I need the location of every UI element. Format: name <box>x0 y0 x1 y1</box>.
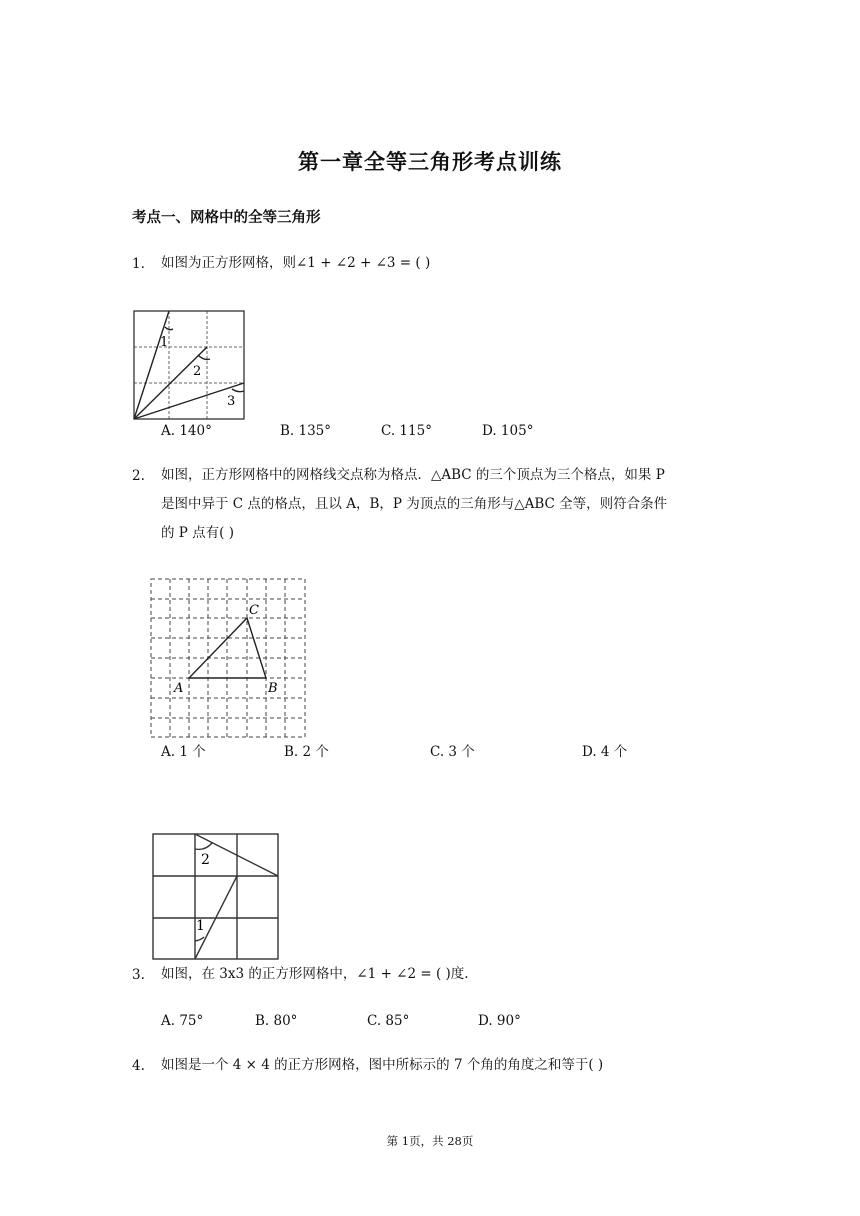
question-1-text: 如图为正方形网格，则∠1 + ∠2 + ∠3 = ( ) <box>161 255 431 271</box>
question-4-text: 如图是一个 4 × 4 的正方形网格，图中所标示的 7 个角的角度之和等于( ) <box>161 1057 604 1073</box>
question-2-option-b[interactable]: B. 2 个 <box>284 744 329 760</box>
question-1-number: 1. <box>132 256 145 272</box>
question-3-number: 3. <box>132 967 145 983</box>
question-2-option-a[interactable]: A. 1 个 <box>161 744 206 760</box>
vertex-b-label: B <box>268 681 278 696</box>
question-2-figure <box>150 578 306 738</box>
question-1-figure <box>132 309 246 421</box>
question-3-text: 如图，在 3x3 的正方形网格中，∠1 + ∠2 = ( )度. <box>161 966 469 982</box>
angle-1-label: 1 <box>196 918 205 934</box>
question-3-option-d[interactable]: D. 90° <box>478 1013 521 1029</box>
question-2-text-line-1: 如图，正方形网格中的网格线交点称为格点．△ABC 的三个顶点为三个格点，如果 P <box>161 467 665 483</box>
section-heading: 考点一、网格中的全等三角形 <box>132 210 321 226</box>
question-2-text-line-2: 是图中异于 C 点的格点，且以 A，B，P 为顶点的三角形与△ABC 全等，则符合条件 <box>161 496 668 512</box>
question-1-option-d[interactable]: D. 105° <box>482 423 534 439</box>
question-3-figure <box>150 831 280 961</box>
question-2-number: 2. <box>132 468 145 484</box>
angle-2-label: 2 <box>201 852 210 868</box>
question-2-option-d[interactable]: D. 4 个 <box>582 744 628 760</box>
question-2-text-line-3: 的 P 点有( ) <box>161 525 234 541</box>
vertex-c-label: C <box>249 603 259 618</box>
angle-1-label: 1 <box>160 335 169 350</box>
angle-2-label: 2 <box>193 364 202 379</box>
angle-3-label: 3 <box>227 394 236 409</box>
question-1-option-b[interactable]: B. 135° <box>280 423 332 439</box>
question-1-option-c[interactable]: C. 115° <box>381 423 432 439</box>
vertex-a-label: A <box>174 681 184 696</box>
question-2-option-c[interactable]: C. 3 个 <box>430 744 475 760</box>
question-3-option-b[interactable]: B. 80° <box>255 1013 298 1029</box>
question-3-option-a[interactable]: A. 75° <box>161 1013 204 1029</box>
question-4-number: 4. <box>132 1058 145 1074</box>
page-footer: 第 1页，共 28页 <box>386 1134 474 1148</box>
question-1-option-a[interactable]: A. 140° <box>161 423 212 439</box>
page-title: 第一章全等三角形考点训练 <box>298 150 562 174</box>
question-3-option-c[interactable]: C. 85° <box>367 1013 410 1029</box>
